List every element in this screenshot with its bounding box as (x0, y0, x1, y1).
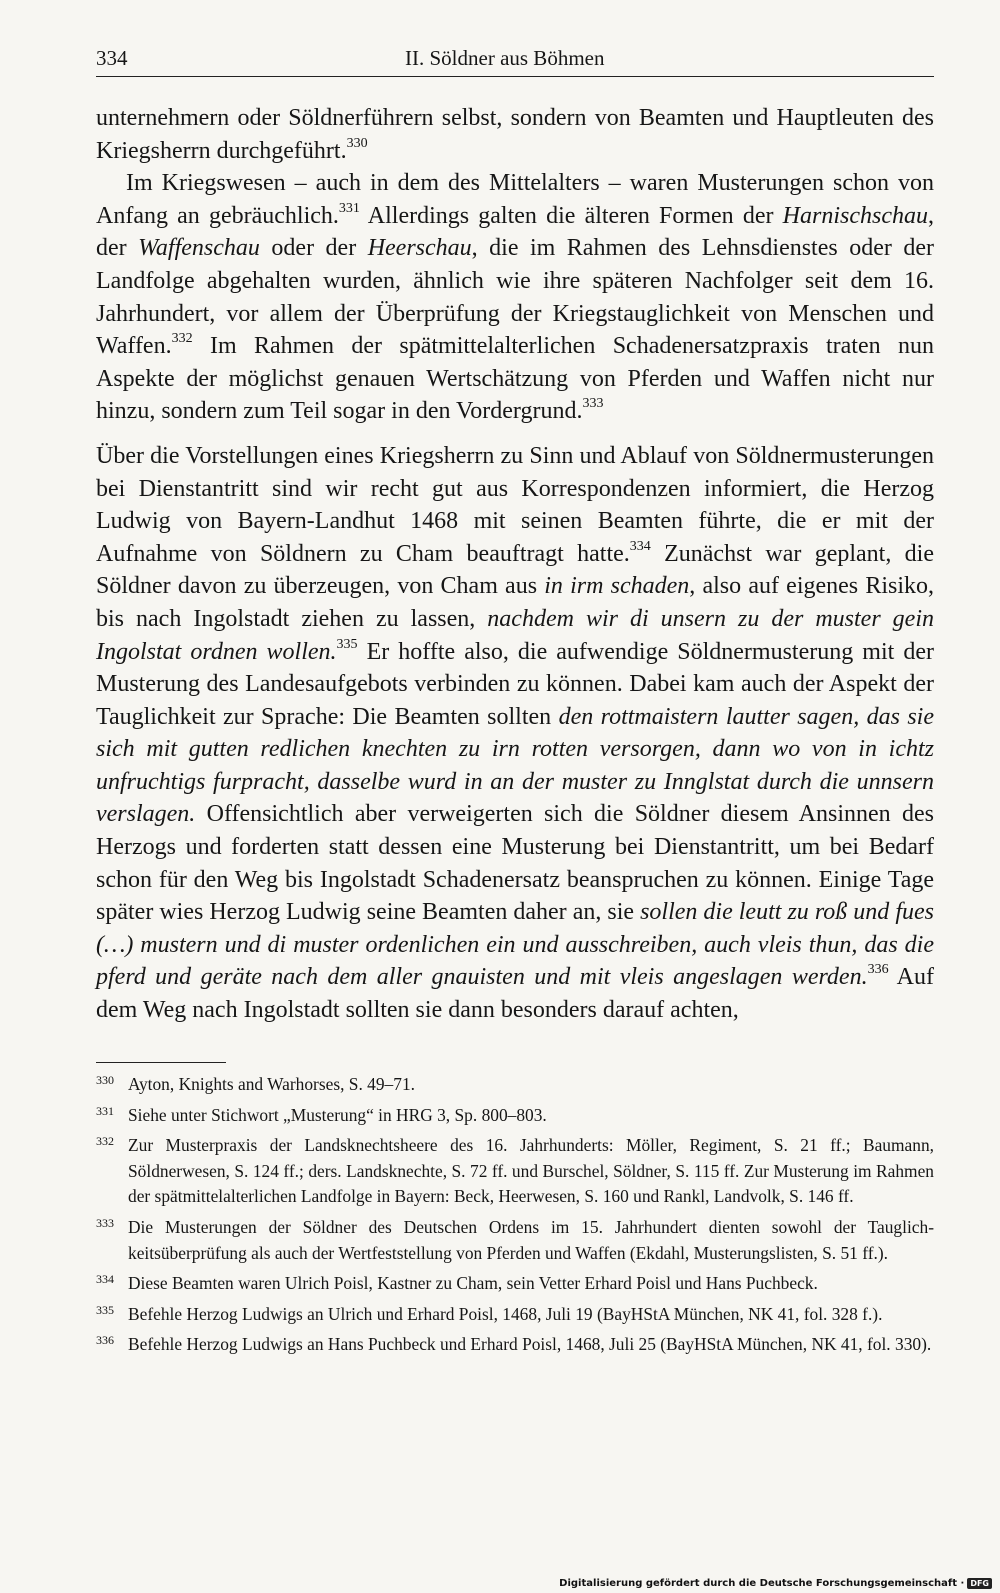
footnote-ref-334[interactable]: 334 (629, 538, 651, 554)
credit-text: Digitalisierung gefördert durch die Deutsche Forschungsgemeinschaft · (559, 1578, 965, 1589)
footnote-rule (96, 1062, 226, 1063)
running-head (96, 42, 934, 76)
footnote-ref-330[interactable]: 330 (346, 135, 368, 151)
footnote-ref-332[interactable]: 332 (171, 331, 193, 347)
footnote-ref-333[interactable]: 333 (582, 396, 604, 412)
paragraph-1: unternehmern oder Söldnerführern selbst, sondern von Beamten und Hauptleuten des Kriegsherrn durchgeführt.$^{330}$ (96, 105, 934, 164)
digitization-credit (559, 1578, 992, 1589)
footnote-331: 331 Siehe unter Stichwort „Musterung“ in HRG 3, Sp. 800–803. (96, 1103, 547, 1125)
footnote-ref-336[interactable]: 336 (867, 962, 889, 978)
footnote-334: 334 Diese Beamten waren Ulrich Poisl, Kastner zu Cham, sein Vetter Erhard Poisl und Hans Puchbeck. (96, 1272, 818, 1294)
footnote-335: 335 Befehle Herzog Ludwigs an Ulrich und Erhard Poisl, 1468, Juli 19 (BayHStA München, NK 41, fol. 328 f.). (96, 1302, 883, 1324)
footnote-ref-331[interactable]: 331 (338, 200, 360, 216)
header-rule (96, 76, 934, 77)
body-text (96, 102, 934, 1027)
footnote-332: 332 Zur Musterpraxis der Landsknechtsheere des 16. Jahrhunderts: Möller, Regiment, S. 21 ff.; Baumann, Söldnerwesen, S. 124 ff.; ders. Landsknechte, S. 72 ff. und Burschel, Söldner, S. 115 ff. Zur Musterung im Rahmen der spätmittelalterlichen Landfolge in Bayern: Beck, Heerwesen, S. 160 und Rankl, Landvolk, S. 146 ff. (96, 1134, 934, 1207)
footnote-333: 333 Die Musterungen der Söldner des Deutschen Ordens im 15. Jahrhundert dienten sowohl der Tauglichkeitsüberprüfung als auch der Wertfeststellung von Pferden und Waffen (Ekdahl, Musterungslisten, S. 51 ff.). (96, 1215, 934, 1263)
footnotes (96, 1072, 934, 1363)
footnote-330: 330 Ayton, Knights and Warhorses, S. 49–71. (96, 1073, 415, 1094)
footnote-336: 336 Befehle Herzog Ludwigs an Hans Puchbeck und Erhard Poisl, 1468, Juli 25 (BayHStA München, NK 41, fol. 330). (96, 1333, 932, 1355)
paragraph-3: Über die Vorstellungen eines Kriegsherrn zu Sinn und Ablauf von Söldnermusterungen bei Dienstantritt sind wir recht gut aus Korrespondenzen informiert, die Herzog Ludwig von Bayern-Landhut 1468 mit seinen Beamten führte, die er mit der Aufnahme von Söldnern zu Cham beauftragt hatte.$^{334}$ Zunächst war geplant, die Söldner davon zu überzeugen, von Cham aus in irm schaden, also auf eigenes Risiko, bis nach Ingolstadt ziehen zu lassen, nachdem wir di unsern zu der muster gein Ingolstat ordnen wollen.$^{335}$ Er hoffte also, die aufwendige Söldnermusterung mit der Musterung des Landesaufgebots verbinden zu können. Dabei kam auch der Aspekt der Tauglichkeit zur Sprache: Die Beamten sollten den rottmaistern lautter sagen, das sie sich mit gutten redlichen knechten zu irn rotten versorgen, dann wo von in ichtz unfruchtigs furpracht, dasselbe wurd in an der muster zu Innglstat durch die unnsern verslagen. Offensichtlich aber verweigerten sich die Söldner diesem Ansinnen des Herzogs und forderten statt dessen eine Musterung bei Dienstantritt, um bei Bedarf schon für den Weg bis Ingolstadt Schadenersatz beanspruchen zu können. Einige Tage später wies Herzog Ludwig seine Beamten daher an, sie sollen die leutt zu roß und fues (…) mustern und di muster ordenlichen ein und ausschreiben, auch vleis thun, das die pferd und geräte nach dem aller gnauisten und mit vleis angeslagen werden.$^{336}$ Auf dem Weg nach Ingolstadt sollten sie dann besonders darauf achten, (96, 442, 935, 1024)
footnote-ref-335[interactable]: 335 (336, 636, 358, 652)
dfg-logo: DFG (967, 1578, 992, 1589)
paragraph-2: Im Kriegswesen – auch in dem des Mittelalters – waren Musterungen schon von Anfang an gebräuchlich.$^{331}$ Allerdings galten die älteren Formen der Harnischschau, der Waffenschau oder der Heerschau, die im Rahmen des Lehnsdienstes oder der Landfolge abgehalten wurden, ähnlich wie ihre späteren Nachfolger seit dem 16. Jahrhundert, vor allem der Überprüfung der Kriegstauglichkeit von Menschen und Waffen.$^{332}$ Im Rahmen der spätmittelalterlichen Schadenersatzpraxis traten nun Aspekte der möglichst genauen Wertschätzung von Pferden und Waffen nicht nur hinzu, sondern zum Teil sogar in den Vordergrund.$^{333}$ (96, 170, 934, 425)
running-title: II. Söldner aus Böhmen (405, 46, 605, 70)
page-number: 334 (96, 46, 128, 70)
